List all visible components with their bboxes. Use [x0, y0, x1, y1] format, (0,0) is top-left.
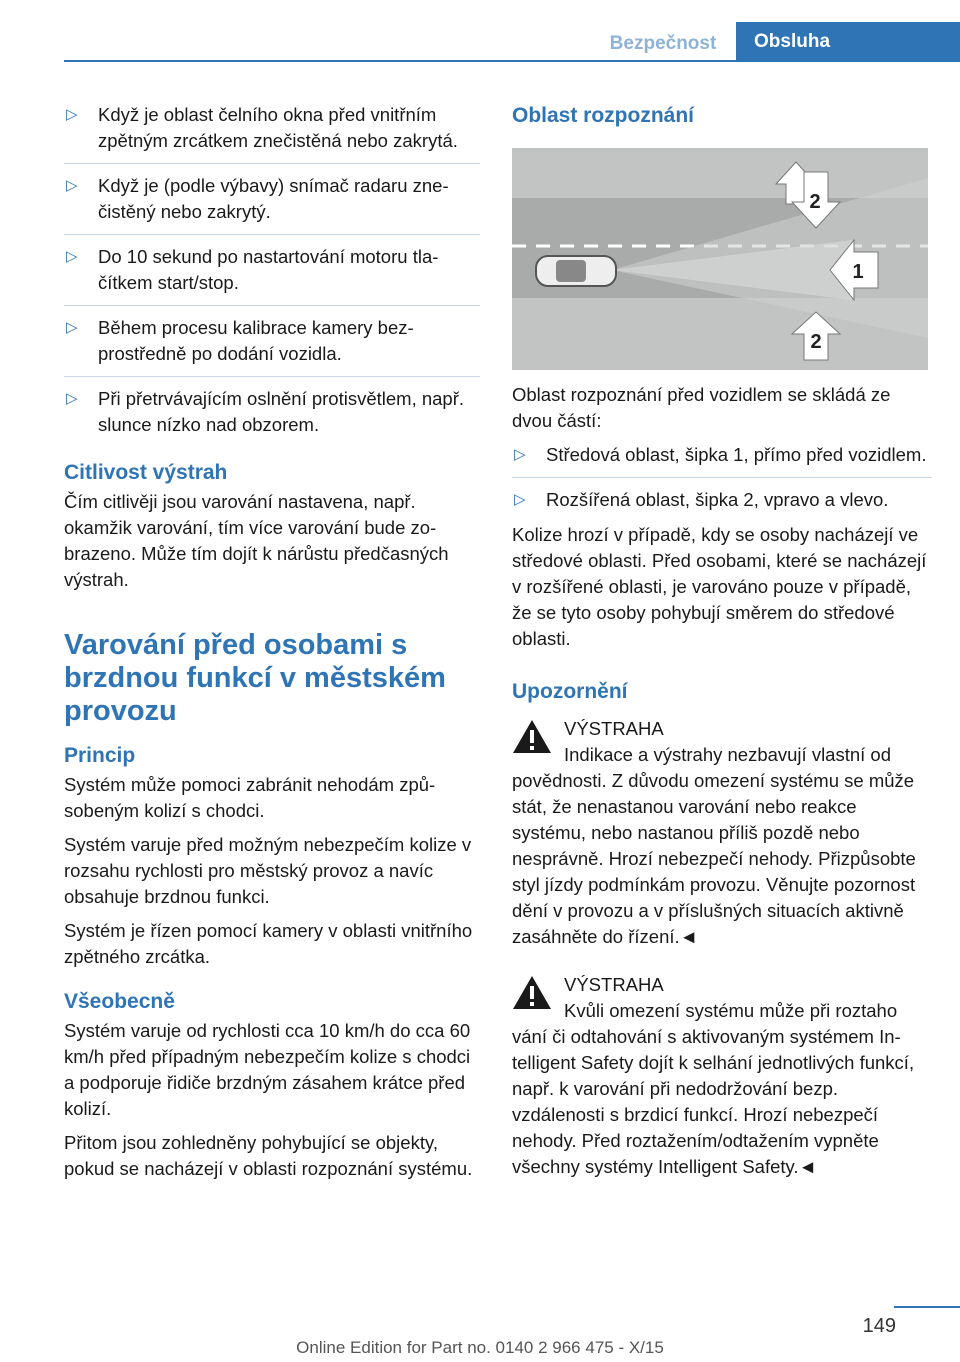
arrow-label-top: 2 — [809, 191, 821, 213]
triangle-bullet-icon: ▷ — [66, 390, 78, 407]
princip-paragraph: Systém je řízen pomocí kamery v oblasti vnitřního zpětného zrcátka. — [64, 920, 473, 967]
princip-paragraph: Systém varuje před možným nebezpečím kolize v rozsahu rychlosti pro městský provoz a navíc obsahuje brzdnou funkci. — [64, 834, 472, 907]
triangle-bullet-icon: ▷ — [66, 106, 78, 123]
sensitivity-text: Čím citlivěji jsou varování nastavena, např. okamžik varování, tím více varování bude zobrazeno. Může tím dojít k nárůstu předčasných výstrah. — [64, 491, 449, 590]
tab-bezpecnost[interactable]: Bezpečnost — [609, 33, 717, 54]
list-item: ▷ Rozšířená oblast, šipka 2, vpravo a vlevo. — [512, 487, 932, 513]
header-rule — [64, 60, 960, 62]
warning-triangle-icon — [512, 974, 552, 1010]
warning-triangle-icon — [512, 718, 552, 754]
warning-box — [512, 972, 932, 1180]
area-list — [512, 442, 932, 513]
list-item: ▷ Když je (podle výbavy) snímač radaru znečistěný nebo zakrytý. — [64, 173, 480, 235]
list-item: ▷ Do 10 sekund po nastartování motoru tlačítkem start/stop. — [64, 244, 480, 306]
car-icon — [536, 256, 616, 286]
warning-text: Indikace a výstrahy nezbavují vlastní od povědnosti. Z důvodu omezení systému se může stát, že nenastanou varování nebo reakce systému, nebo nastanou příliš pozdě nebo nesprávně. Hrozí nebezpečí nehody. Přizpůsobte styl jízdy podmínkám provozu. Věnujte pozornost dění v provozu a v příslušných situacích aktivně zasáhněte do řízení.◄ — [512, 744, 916, 947]
notice-heading: Upozornění — [512, 680, 628, 703]
tab-obsluha[interactable]: Obsluha — [736, 22, 960, 62]
section-title: Varování před osobami s brzdnou funkcí v městském provozu — [64, 629, 446, 727]
detection-area-heading: Oblast rozpoznání — [512, 104, 695, 127]
general-heading: Všeobecně — [64, 990, 175, 1013]
list-item: ▷ Při přetrvávajícím oslnění protisvětlem, např. slunce nízko nad obzorem. — [66, 388, 465, 435]
arrow-label-bottom: 2 — [810, 331, 822, 353]
triangle-bullet-icon: ▷ — [66, 248, 78, 265]
list-item: ▷ Středová oblast, šipka 1, přímo před vozidlem. — [512, 442, 932, 478]
general-paragraph: Systém varuje od rychlosti cca 10 km/h do cca 60 km/h před případným nebezpečím kolize s chodci a podporuje řidiče brzdným zásahem krátce před kolizí. — [64, 1020, 471, 1119]
princip-heading: Princip — [64, 744, 136, 767]
detection-area-figure — [512, 148, 928, 370]
triangle-bullet-icon: ▷ — [514, 446, 526, 463]
general-paragraph: Přitom jsou zohledněny pohybující se objekty, pokud se nacházejí v oblasti rozpoznání systému. — [64, 1132, 473, 1179]
triangle-bullet-icon: ▷ — [66, 319, 78, 336]
area-paragraph: Kolize hrozí v případě, kdy se osoby nacházejí ve středové oblasti. Před osobami, které se nacházejí v rozšířené oblasti, je varováno pouze v případě, že se tyto osoby pohybují směrem do středové oblasti. — [512, 524, 927, 649]
princip-paragraph: Systém může pomoci zabránit nehodám způsobeným kolizí s chodci. — [64, 774, 436, 821]
detection-intro: Oblast rozpoznání před vozidlem se skládá ze dvou částí: — [512, 384, 891, 431]
warning-title: VÝSTRAHA — [564, 974, 664, 995]
right-column — [512, 102, 932, 1186]
arrow-label-middle: 1 — [852, 261, 864, 283]
warning-box — [512, 716, 932, 950]
footer-rule — [894, 1306, 960, 1308]
conditions-list — [64, 102, 480, 447]
triangle-bullet-icon: ▷ — [66, 177, 78, 194]
warning-text: Kvůli omezení systému může při roztaho vání či odtahování s aktivovaným systémem Intelligent Safety dojít k selhání jednotlivých funkcí, např. k varování při nedodržování bezp. vzdálenosti s brzdicí funkcí. Hrozí nebezpečí nehody. Před roztažením/odtažením vypněte všechny systémy Intelligent Safety.◄ — [512, 1000, 915, 1177]
triangle-bullet-icon: ▷ — [514, 491, 526, 508]
list-item: ▷ Během procesu kalibrace kamery bezprostředně po dodání vozidla. — [64, 315, 480, 377]
sensitivity-heading: Citlivost výstrah — [64, 461, 228, 484]
edition-footer: Online Edition for Part no. 0140 2 966 475 - X/15 — [296, 1338, 664, 1357]
left-column — [64, 102, 480, 1190]
detection-area-illustration — [512, 148, 928, 370]
page-number: 149 — [862, 1315, 896, 1337]
warning-title: VÝSTRAHA — [564, 718, 664, 739]
list-item: ▷ Když je oblast čelního okna před vnitřním zpětným zrcátkem znečistěná nebo zakrytá. — [64, 102, 480, 164]
